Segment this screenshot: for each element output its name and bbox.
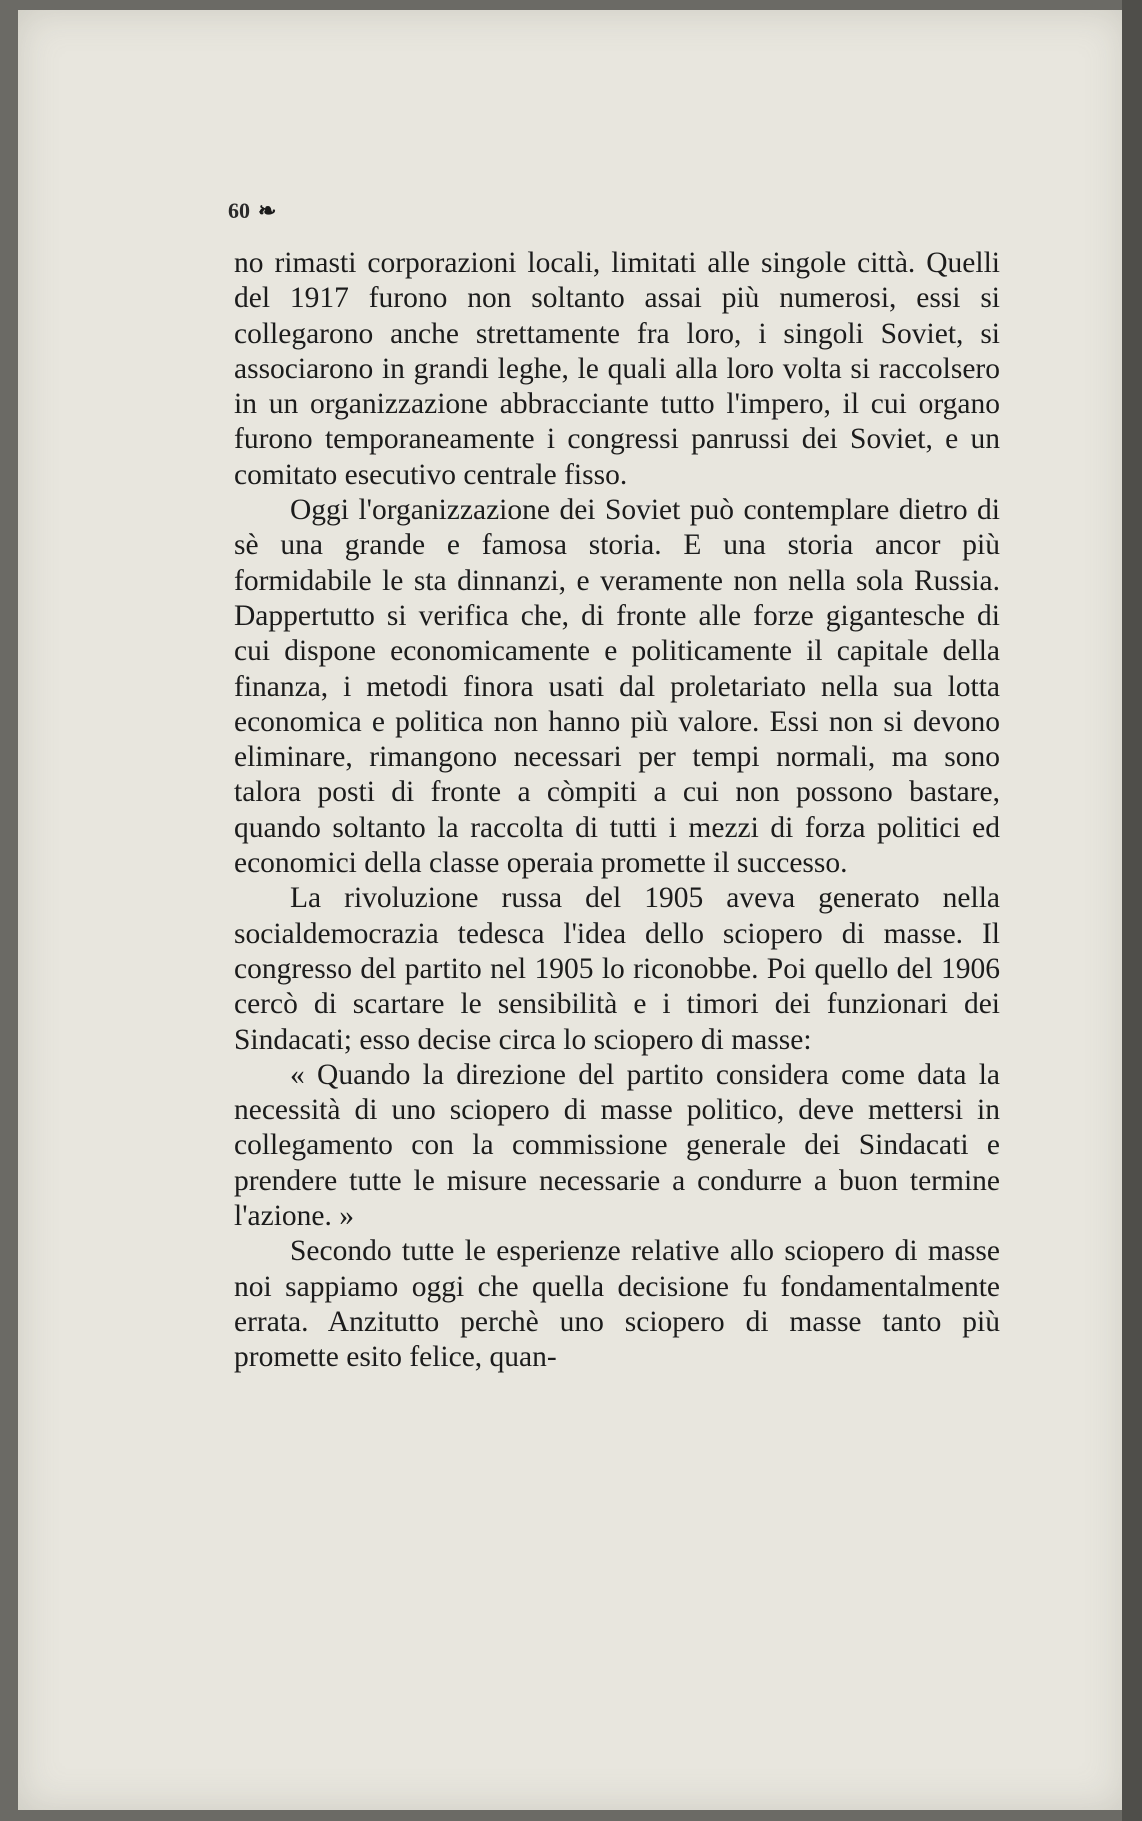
paragraph-5: Secondo tutte le esperienze relative allo sciopero di masse noi sappiamo oggi che quella decisione fu fondamentalmente errata. Anzitutto perchè uno sciopero di masse tanto più promette esito felice, quan- — [234, 1235, 1000, 1374]
page-header — [228, 198, 276, 224]
body-text — [234, 246, 1000, 1376]
paragraph-2: Oggi l'organizzazione dei Soviet può contemplare dietro di sè una grande e famosa storia. E una storia ancor più formidabile le sta dinnanzi, e veramente non nella sola Russia. Dappertutto si verifica che, di fronte alle forze gigantesche di cui dispone economicamente e politicamente il capitale della finanza, i metodi finora usati dal proletariato nella sua lotta economica e politica non hanno più valore. Essi non si devono eliminare, rimangono necessari per tempi normali, ma sono talora posti di fronte a còmpiti a cui non possono bastare, quando soltanto la raccolta di tutti i mezzi di forza politici ed economici della classe operaia promette il successo. — [234, 494, 1000, 880]
paragraph-3: La rivoluzione russa del 1905 aveva generato nella socialdemocrazia tedesca l'idea dello sciopero di masse. Il congresso del partito nel 1905 lo riconobbe. Poi quello del 1906 cercò di scartare le sensibilità e i timori dei funzionari dei Sindacati; esso decise circa lo sciopero di masse: — [234, 882, 1000, 1056]
book-page — [18, 10, 1126, 1810]
leaf-ornament-icon: ❧ — [258, 198, 277, 223]
paragraph-1: no rimasti corporazioni locali, limitati alle singole città. Quelli del 1917 furono non soltanto assai più numerosi, essi si collegarono anche strettamente fra loro, i singoli Soviet, si associarono in grandi leghe, le quali alla loro volta si raccolsero in un organizzazione abbracciante tutto l'impero, il cui organo furono temporaneamente i congressi panrussi dei Soviet, e un comitato esecutivo centrale fisso. — [234, 247, 1000, 491]
page-number: 60 — [228, 198, 250, 223]
page-edge-shadow — [1122, 0, 1142, 1821]
paragraph-quote: « Quando la direzione del partito considera come data la necessità di uno sciopero di masse politico, deve mettersi in collegamento con la commissione generale dei Sindacati e prendere tutte le misure necessarie a condurre a buon termine l'azione. » — [234, 1058, 1000, 1233]
